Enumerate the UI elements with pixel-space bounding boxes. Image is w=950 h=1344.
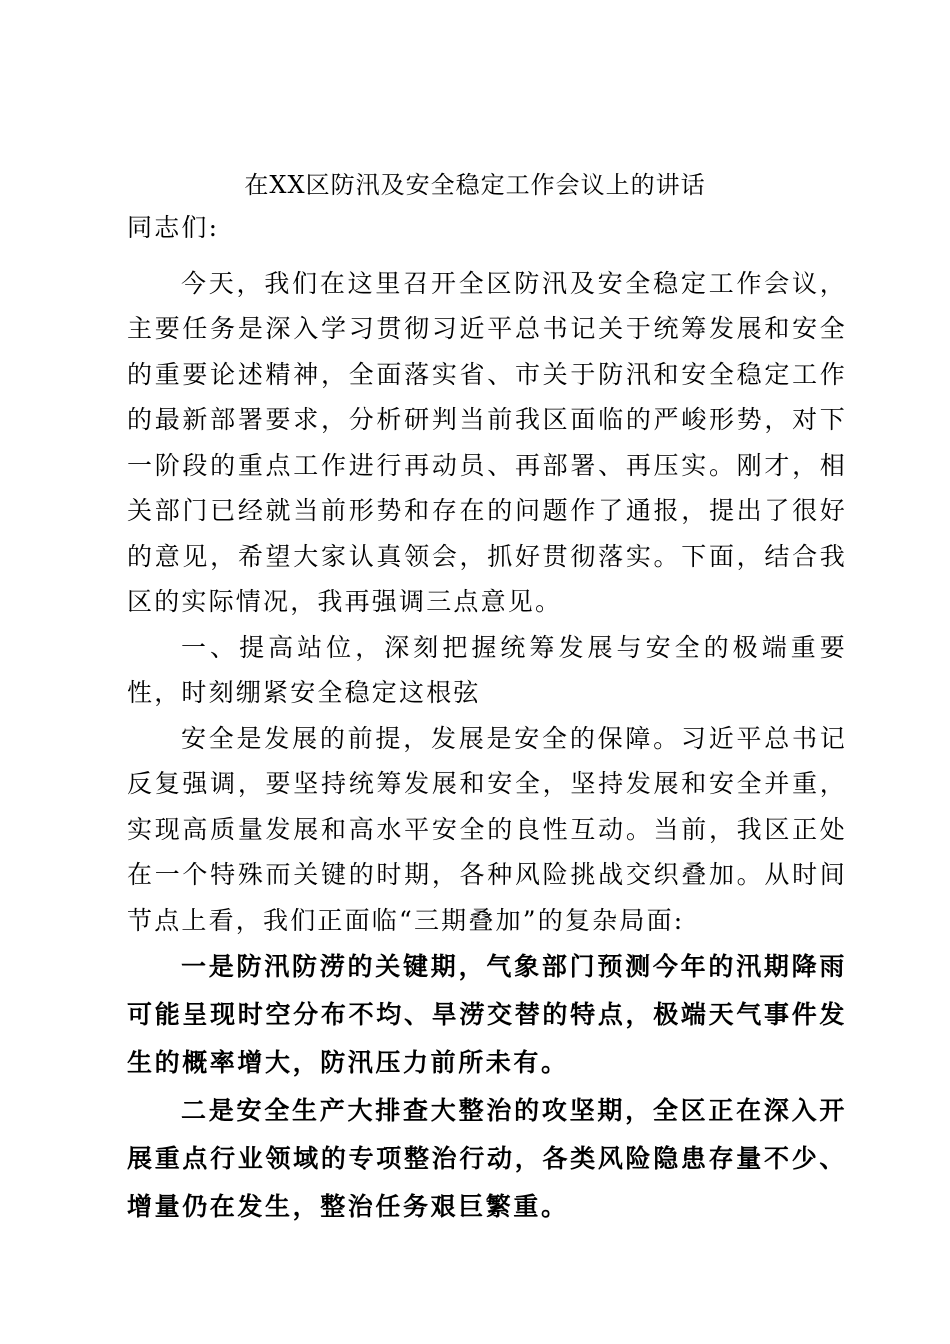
salutation: 同志们: (127, 213, 220, 242)
paragraph-section-one: 安全是发展的前提，发展是安全的保障。习近平总书记反复强调，要坚持统筹发展和安全，坚持发展和安全并重，实现高质量发展和高水平安全的良性互动。当前，我区正处在一个特殊而关键的时期，各种风险挑战交织叠加。从时间节点上看，我们正面临“三期叠加”的复杂局面: (127, 723, 847, 935)
bold-paragraph-second-period: 二是安全生产大排查大整治的攻坚期，全区正在深入开展重点行业领域的专项整治行动，各类风险隐患存量不少、增量仍在发生，整治任务艰巨繁重。 (127, 1096, 847, 1221)
bold-paragraph-first-period: 一是防汛防涝的关键期，气象部门预测今年的汛期降雨可能呈现时空分布不均、旱涝交替的特点，极端天气事件发生的概率增大，防汛压力前所未有。 (127, 952, 847, 1077)
document-title: 在XX区防汛及安全稳定工作会议上的讲话 (244, 171, 706, 199)
paragraph-intro: 今天，我们在这里召开全区防汛及安全稳定工作会议，主要任务是深入学习贯彻习近平总书记关于统筹发展和安全的重要论述精神，全面落实省、市关于防汛和安全稳定工作的最新部署要求，分析研判当前我区面临的严峻形势，对下一阶段的重点工作进行再动员、再部署、再压实。刚才，相关部门已经就当前形势和存在的问题作了通报，提出了很好的意见，希望大家认真领会，抓好贯彻落实。下面，结合我区的实际情况，我再强调三点意见。 (127, 268, 847, 616)
document-body (127, 205, 847, 1231)
section-heading-one: 一、提高站位，深刻把握统筹发展与安全的极端重要性，时刻绷紧安全稳定这根弦 (127, 632, 847, 707)
